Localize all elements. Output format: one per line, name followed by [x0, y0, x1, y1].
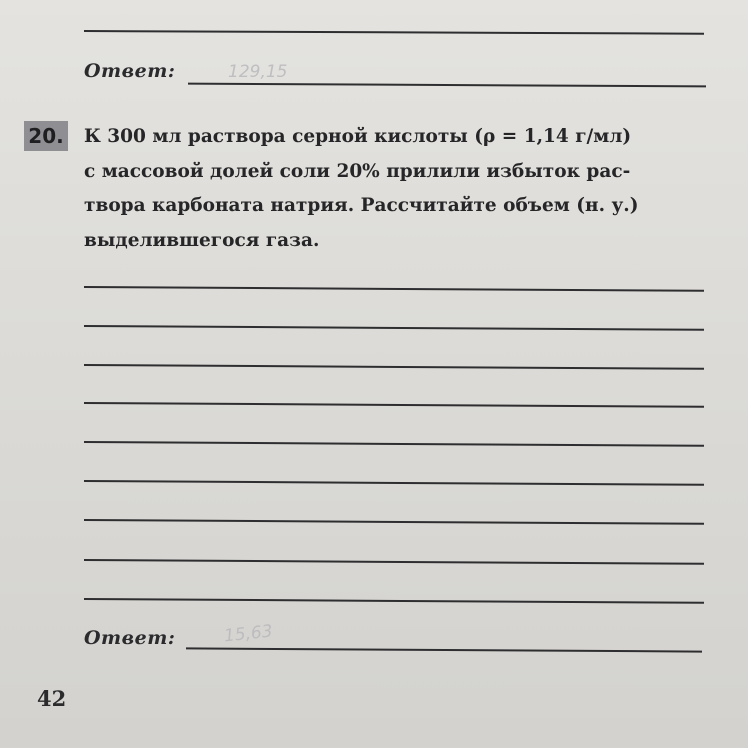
writing-line — [84, 286, 704, 291]
answer-line — [186, 647, 702, 652]
writing-line — [84, 325, 704, 330]
task-statement — [84, 120, 724, 258]
task-line-2: с массовой долей соли 20% прилили избыток рас- — [84, 160, 631, 182]
task-line-1: К 300 мл раствора серной кислоты (ρ = 1,14 г/мл) — [84, 126, 632, 147]
writing-line — [84, 519, 704, 524]
top-writing-line — [84, 30, 704, 34]
writing-line — [84, 480, 704, 485]
writing-line — [84, 441, 704, 446]
task-line-3: твора карбоната натрия. Рассчитайте объем (н. у.) — [84, 195, 639, 216]
writing-line — [84, 559, 704, 564]
writing-line — [84, 598, 704, 603]
previous-answer-line — [188, 83, 706, 87]
answer-label: Ответ: — [84, 627, 176, 649]
writing-line — [84, 402, 704, 407]
writing-line — [84, 364, 704, 369]
page-number: 42 — [37, 686, 67, 711]
answer-handwritten: 15,63 — [223, 621, 274, 647]
previous-answer-handwritten: 129,15 — [228, 62, 288, 82]
task-line-4: выделившегося газа. — [84, 229, 320, 251]
task-number-badge: 20. — [24, 121, 68, 151]
previous-answer-label: Ответ: — [84, 60, 176, 82]
